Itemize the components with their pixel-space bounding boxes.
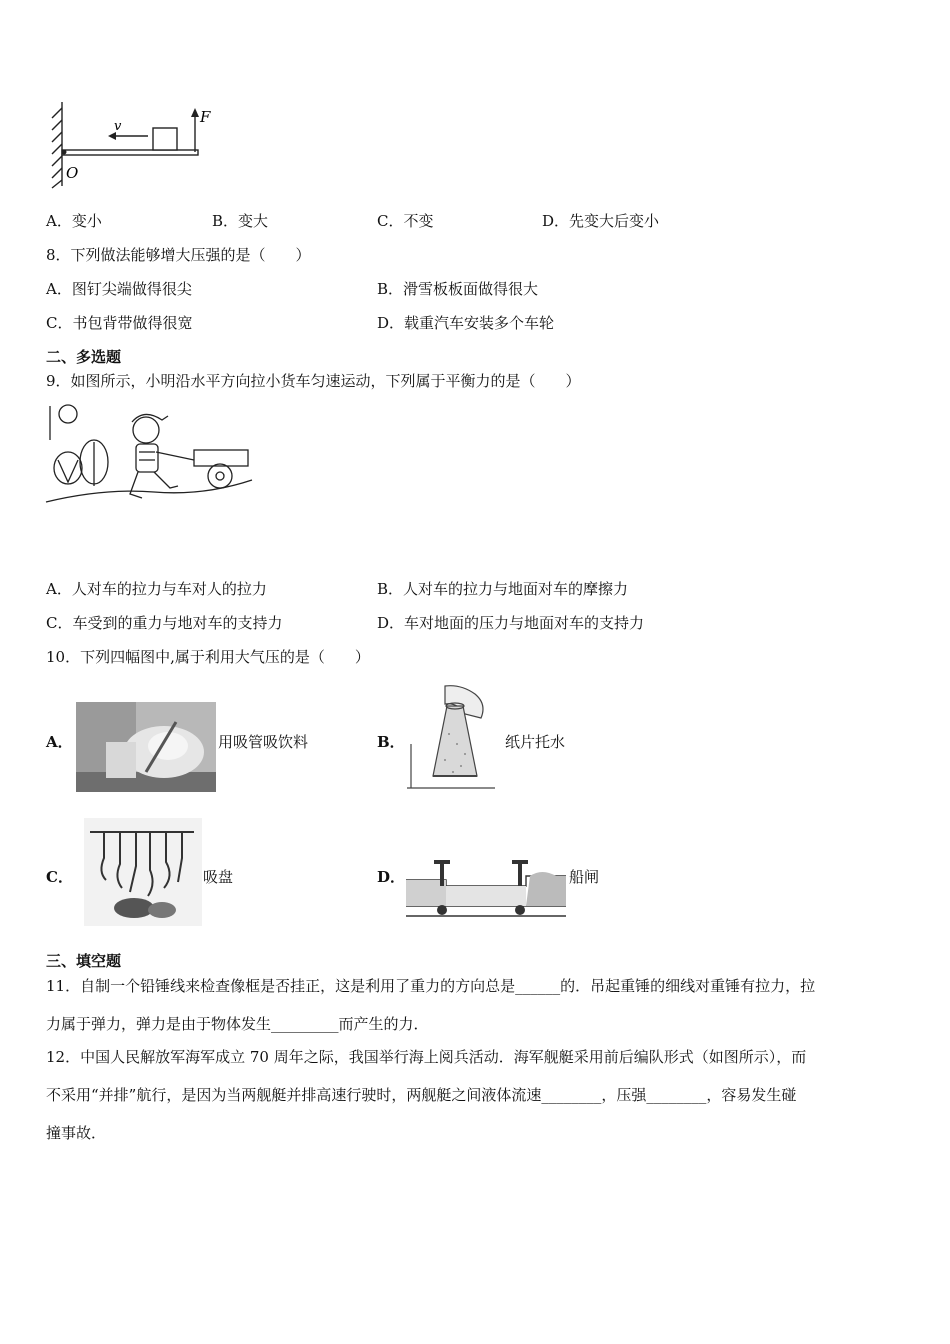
block xyxy=(153,128,177,150)
bush-icon xyxy=(54,452,82,484)
ship-lock-image xyxy=(406,856,566,922)
q9-stem: 9．如图所示，小明沿水平方向拉小货车匀速运动，下列属于平衡力的是（ ） xyxy=(46,372,581,390)
q11-line-1: 11．自制一个铅锤线来检查像框是否挂正，这是利用了重力的方向总是______的．吊起重锤的细线对重锤有拉力，拉 xyxy=(46,977,816,995)
straw-drink-image xyxy=(76,702,216,792)
q12-line-3: 撞事故． xyxy=(46,1124,107,1142)
lock-gate-1 xyxy=(440,862,444,886)
q12-line-2: 不采用“并排”航行，是因为当两舰艇并排高速行驶时，两舰艇之间液体流速________，压强________，容易发生碰 xyxy=(46,1086,797,1104)
q8-option-c[interactable]: C．书包背带做得很宽 xyxy=(46,314,193,332)
q10-stem: 10．下列四幅图中,属于利用大气压的是（ ） xyxy=(46,648,370,666)
q7-option-b[interactable]: B．变大 xyxy=(212,212,269,230)
pull-handle xyxy=(156,452,194,460)
q10-option-a-caption: 用吸管吸饮料 xyxy=(218,733,309,751)
q9-option-c[interactable]: C．车受到的重力与地对车的支持力 xyxy=(46,614,283,632)
f-label: F xyxy=(200,108,211,126)
q7-option-a[interactable]: A．变小 xyxy=(46,212,102,230)
q7-option-d[interactable]: D．先变大后变小 xyxy=(542,212,660,230)
q10-option-a-letter[interactable]: A． xyxy=(46,733,73,751)
o-label: O xyxy=(66,164,79,182)
q8-option-d[interactable]: D．载重汽车安装多个车轮 xyxy=(377,314,555,332)
wall-hatching xyxy=(52,102,62,188)
ground-line xyxy=(46,480,252,502)
q11-line-2: 力属于弹力，弹力是由于物体发生_________而产生的力． xyxy=(46,1015,429,1033)
section3-title: 三、填空题 xyxy=(46,952,122,970)
lever-figure xyxy=(40,98,220,190)
q9-option-b[interactable]: B．人对车的拉力与地面对车的摩擦力 xyxy=(377,580,629,598)
q9-option-d[interactable]: D．车对地面的压力与地面对车的支持力 xyxy=(377,614,645,632)
section2-title: 二、多选题 xyxy=(46,348,122,366)
cart-wheel xyxy=(208,464,232,488)
q10-option-d-letter[interactable]: D． xyxy=(377,868,406,886)
sun-icon xyxy=(59,405,77,423)
q9-option-a[interactable]: A．人对车的拉力与车对人的拉力 xyxy=(46,580,267,598)
lock-gate-2 xyxy=(518,862,522,886)
q10-option-b-caption: 纸片托水 xyxy=(505,733,566,751)
q10-option-d-caption: 船闸 xyxy=(569,868,600,886)
lever-bar xyxy=(62,150,198,155)
q10-option-c-caption: 吸盘 xyxy=(203,868,234,886)
v-label: v xyxy=(114,119,122,134)
pivot-point xyxy=(62,150,67,155)
boy-head xyxy=(133,417,159,443)
paper-holds-water-image xyxy=(405,684,497,792)
q8-option-b[interactable]: B．滑雪板板面做得很大 xyxy=(377,280,539,298)
q8-stem: 8．下列做法能够增大压强的是（ ） xyxy=(46,246,311,264)
suction-cup-image xyxy=(84,818,202,926)
q8-option-a[interactable]: A．图钉尖端做得很尖 xyxy=(46,280,192,298)
boy-body xyxy=(136,444,158,472)
force-arrowhead xyxy=(191,108,199,117)
q7-option-c[interactable]: C．不变 xyxy=(377,212,434,230)
q12-line-1: 12．中国人民解放军海军成立 70 周年之际，我国举行海上阅兵活动．海军舰艇采用前后编队形式（如图所示），而 xyxy=(46,1048,807,1066)
q10-option-c-letter[interactable]: C． xyxy=(46,868,73,886)
q10-option-b-letter[interactable]: B． xyxy=(377,733,405,751)
cart-figure xyxy=(44,402,254,510)
